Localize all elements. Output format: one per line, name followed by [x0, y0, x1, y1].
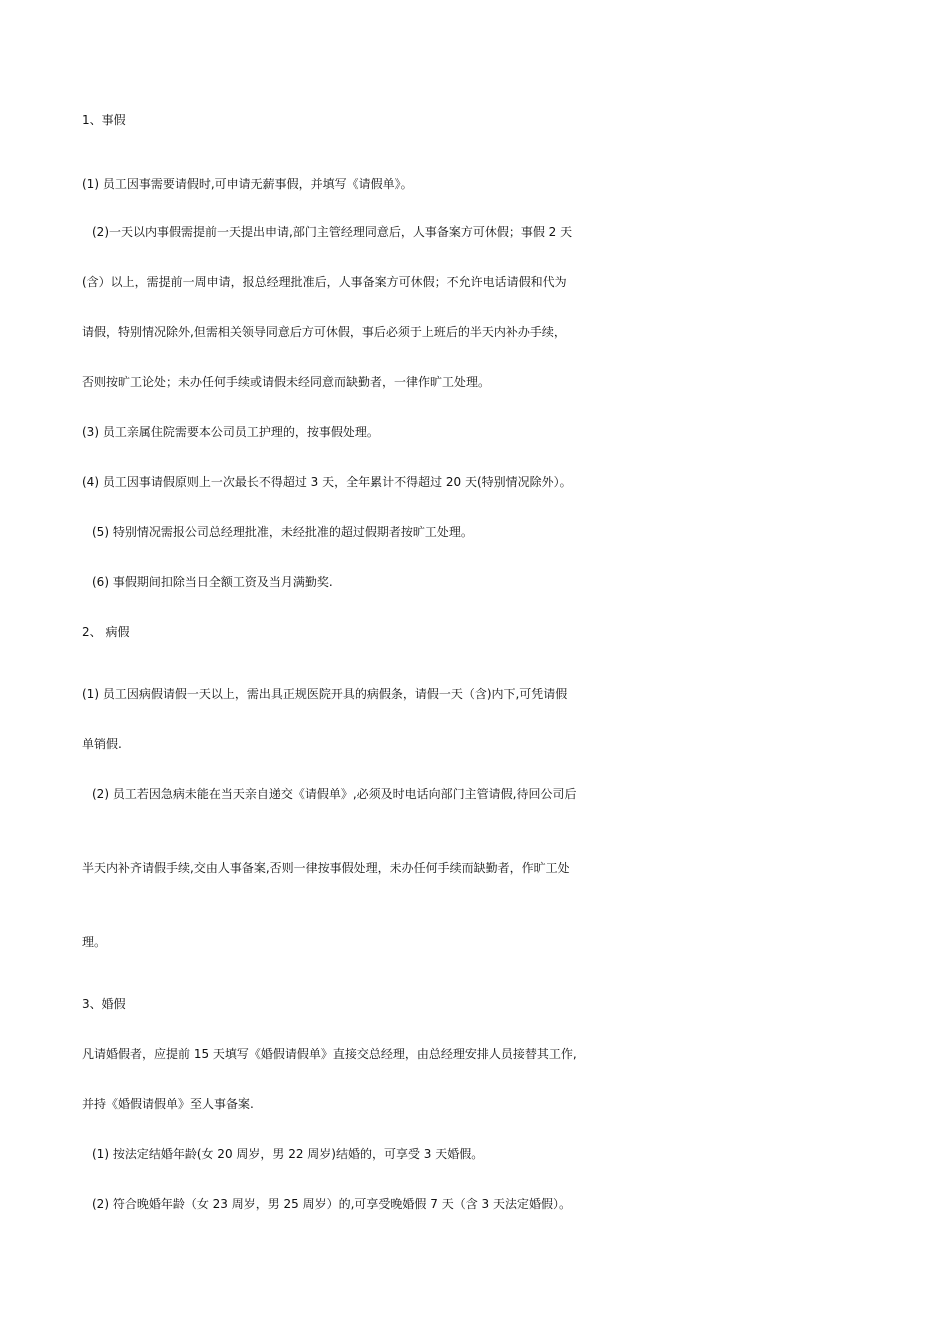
paragraph-line: (2) 员工若因急病未能在当天亲自递交《请假单》,必须及时电话向部门主管请假,待回公司后 — [92, 787, 577, 801]
paragraph-line: 理。 — [82, 935, 107, 949]
paragraph-line: (6) 事假期间扣除当日全额工资及当月满勤奖. — [92, 575, 333, 589]
paragraph-line: (4) 员工因事请假原则上一次最长不得超过 3 天，全年累计不得超过 20 天(特别情况除外）。 — [82, 475, 572, 489]
section-heading-marriage-leave: 3、婚假 — [82, 997, 126, 1011]
paragraph-line: (2) 符合晚婚年龄（女 23 周岁，男 25 周岁）的,可享受晚婚假 7 天（含 3 天法定婚假）。 — [92, 1197, 571, 1211]
paragraph-line: (1) 员工因病假请假一天以上，需出具正规医院开具的病假条，请假一天（含)内下,可凭请假 — [82, 687, 568, 701]
paragraph-line: (3) 员工亲属住院需要本公司员工护理的，按事假处理。 — [82, 425, 379, 439]
paragraph-line: (1) 按法定结婚年龄(女 20 周岁，男 22 周岁)结婚的，可享受 3 天婚假。 — [92, 1147, 484, 1161]
paragraph-line: 否则按旷工论处；未办任何手续或请假未经同意而缺勤者，一律作旷工处理。 — [82, 375, 491, 389]
paragraph-line: (2)一天以内事假需提前一天提出申请,部门主管经理同意后，人事备案方可休假；事假 2 天 — [92, 225, 573, 239]
paragraph-line: (1) 员工因事需要请假时,可申请无薪事假，并填写《请假单》。 — [82, 177, 413, 191]
paragraph-line: 半天内补齐请假手续,交由人事备案,否则一律按事假处理，未办任何手续而缺勤者，作旷工处 — [82, 861, 570, 875]
section-heading-sick-leave: 2、 病假 — [82, 625, 130, 639]
paragraph-line: (含）以上，需提前一周申请，报总经理批准后，人事备案方可休假；不允许电话请假和代为 — [82, 275, 567, 289]
paragraph-line: 单销假. — [82, 737, 122, 751]
paragraph-line: 凡请婚假者，应提前 15 天填写《婚假请假单》直接交总经理，由总经理安排人员接替其工作, — [82, 1047, 577, 1061]
paragraph-line: (5) 特别情况需报公司总经理批准，未经批准的超过假期者按旷工处理。 — [92, 525, 473, 539]
paragraph-line: 并持《婚假请假单》至人事备案. — [82, 1097, 254, 1111]
section-heading-personal-leave: 1、事假 — [82, 113, 126, 127]
paragraph-line: 请假，特别情况除外,但需相关领导同意后方可休假，事后必须于上班后的半天内补办手续， — [82, 325, 566, 339]
